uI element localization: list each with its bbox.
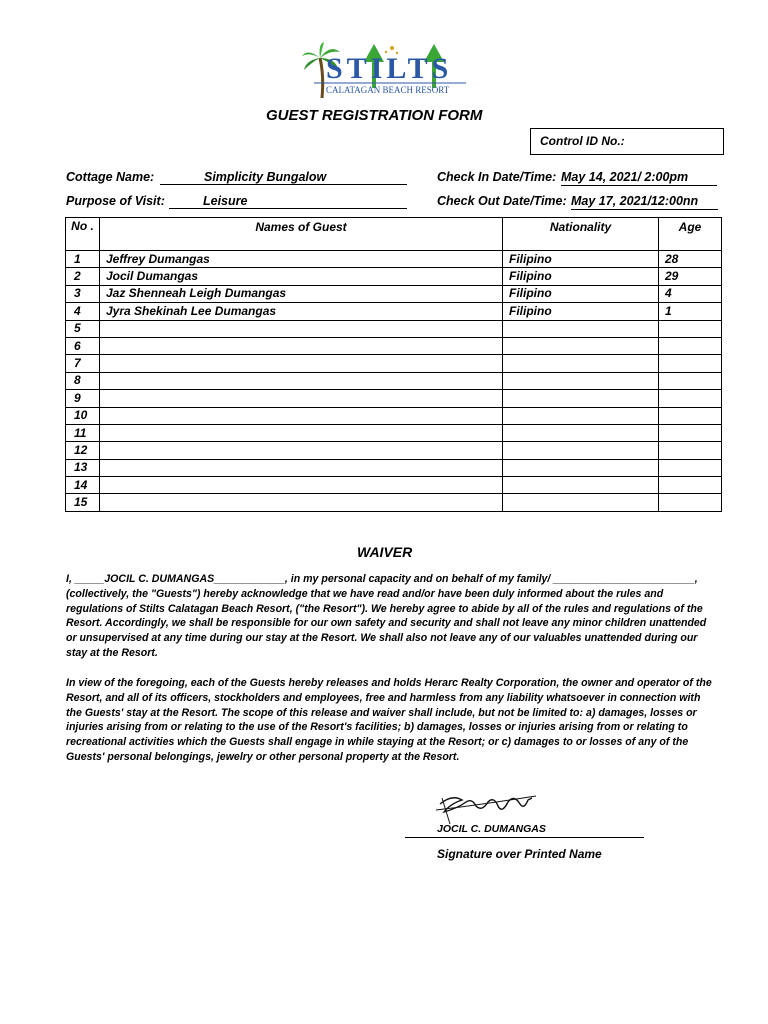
cell-name[interactable] [100,424,503,441]
signature-line [405,837,644,838]
cell-no[interactable]: 14 [66,477,100,494]
signature-printed-name: JOCIL C. DUMANGAS [437,823,546,835]
cell-name[interactable]: Jyra Shekinah Lee Dumangas [100,303,503,320]
cell-nationality[interactable] [503,459,659,476]
cell-nationality[interactable]: Filipino [503,251,659,268]
cottage-label: Cottage Name: [66,170,155,184]
cell-age[interactable]: 4 [659,285,722,302]
cell-age[interactable] [659,355,722,372]
table-row [66,407,722,424]
cell-nationality[interactable] [503,494,659,511]
cell-age[interactable] [659,407,722,424]
cell-no[interactable]: 13 [66,459,100,476]
waiver-title: WAIVER [357,544,413,560]
cell-name[interactable] [100,355,503,372]
checkout-label: Check Out Date/Time: [437,194,567,208]
cell-no[interactable]: 5 [66,320,100,337]
cell-name[interactable] [100,459,503,476]
cell-nationality[interactable] [503,320,659,337]
cell-no[interactable]: 8 [66,372,100,389]
cell-nationality[interactable] [503,337,659,354]
cell-nationality[interactable] [503,424,659,441]
cell-nationality[interactable] [503,372,659,389]
cell-no[interactable]: 1 [66,251,100,268]
cell-name[interactable]: Jeffrey Dumangas [100,251,503,268]
cell-age[interactable] [659,390,722,407]
cell-name[interactable] [100,337,503,354]
cell-name[interactable]: Jaz Shenneah Leigh Dumangas [100,285,503,302]
cell-name[interactable] [100,494,503,511]
control-id-label: Control ID No.: [540,134,625,148]
cell-nationality[interactable] [503,390,659,407]
cell-no[interactable]: 9 [66,390,100,407]
table-row [66,459,722,476]
purpose-label: Purpose of Visit: [66,194,165,208]
table-row [66,268,722,285]
cell-age[interactable] [659,459,722,476]
signature-caption: Signature over Printed Name [437,847,602,861]
cell-nationality[interactable]: Filipino [503,285,659,302]
table-header-row [66,218,722,251]
cell-no[interactable]: 12 [66,442,100,459]
cell-no[interactable]: 7 [66,355,100,372]
cell-no[interactable]: 3 [66,285,100,302]
col-header-age: Age [659,218,722,251]
cell-name[interactable]: Jocil Dumangas [100,268,503,285]
cell-name[interactable] [100,477,503,494]
table-row [66,251,722,268]
col-header-nationality: Nationality [503,218,659,251]
waiver-paragraph-1: I, _____JOCIL C. DUMANGAS____________, in my personal capacity and on behalf of my family/ ________________________, (collectively, the "Guests") hereby acknowledge that we have read and/or have been duly informed about the rules and regulations of Stilts Calatagan Beach Resort, ("the Resort"). We hereby agree to abide by all of the rules and regulations of the Resort. Accordingly, we shall be responsible for our own safety and security and shall not leave any minor children unattended or unsupervised at any time during our stay at the Resort. We shall also not leave any of our valuables unattended during our stay at the Resort. [66,573,707,659]
checkout-field[interactable]: May 17, 2021/12:00nn [571,194,718,210]
cell-no[interactable]: 6 [66,337,100,354]
cell-age[interactable]: 29 [659,268,722,285]
logo-text: STILTS [326,52,453,85]
cell-no[interactable]: 11 [66,424,100,441]
cell-name[interactable] [100,372,503,389]
guest-table [65,217,722,512]
table-row [66,477,722,494]
table-row [66,390,722,407]
cell-age[interactable] [659,372,722,389]
cell-age[interactable] [659,320,722,337]
cell-no[interactable]: 10 [66,407,100,424]
cell-age[interactable] [659,494,722,511]
cell-nationality[interactable]: Filipino [503,268,659,285]
col-header-names: Names of Guest [100,218,503,251]
cell-no[interactable]: 4 [66,303,100,320]
table-row [66,355,722,372]
table-row [66,285,722,302]
cell-age[interactable]: 1 [659,303,722,320]
table-row [66,303,722,320]
table-row [66,320,722,337]
cell-name[interactable] [100,407,503,424]
cell-no[interactable]: 2 [66,268,100,285]
checkin-field[interactable]: May 14, 2021/ 2:00pm [561,170,717,186]
form-title: GUEST REGISTRATION FORM [266,107,483,124]
waiver-paragraph-2: In view of the foregoing, each of the Guests hereby releases and holds Herarc Realty Corporation, the owner and operator of the Resort, and all of its officers, stockholders and employees, free and harmless from any liability whatsoever in connection with the Guests' stay at the Resort. The scope of this release and waiver shall include, but not be limited to: a) damages, losses or injuries arising from or relating to the use of the Resort's facilities; b) damages, losses or injuries arising from or relating to recreational activities which the Guests shall engage in while staying at the Resort; or c) damages to or losses of any of the Guests' personal belongings, jewelry or other personal property at the Resort. [66,677,712,763]
cell-nationality[interactable] [503,355,659,372]
checkin-label: Check In Date/Time: [437,170,557,184]
purpose-field[interactable]: Leisure [169,194,407,209]
logo-subtext: CALATAGAN BEACH RESORT [326,85,450,95]
control-id-box[interactable] [530,128,724,155]
cell-nationality[interactable]: Filipino [503,303,659,320]
cell-age[interactable] [659,477,722,494]
table-row [66,372,722,389]
table-row [66,442,722,459]
cell-name[interactable] [100,390,503,407]
cell-age[interactable] [659,337,722,354]
col-header-no: No . [66,218,100,251]
cell-age[interactable] [659,424,722,441]
cell-nationality[interactable] [503,407,659,424]
table-row [66,337,722,354]
cell-name[interactable] [100,442,503,459]
cell-name[interactable] [100,320,503,337]
cottage-field[interactable]: Simplicity Bungalow [160,170,407,185]
cell-no[interactable]: 15 [66,494,100,511]
cell-nationality[interactable] [503,477,659,494]
table-row [66,424,722,441]
cell-age[interactable] [659,442,722,459]
resort-logo [300,40,480,102]
table-row [66,494,722,511]
cell-nationality[interactable] [503,442,659,459]
cell-age[interactable]: 28 [659,251,722,268]
